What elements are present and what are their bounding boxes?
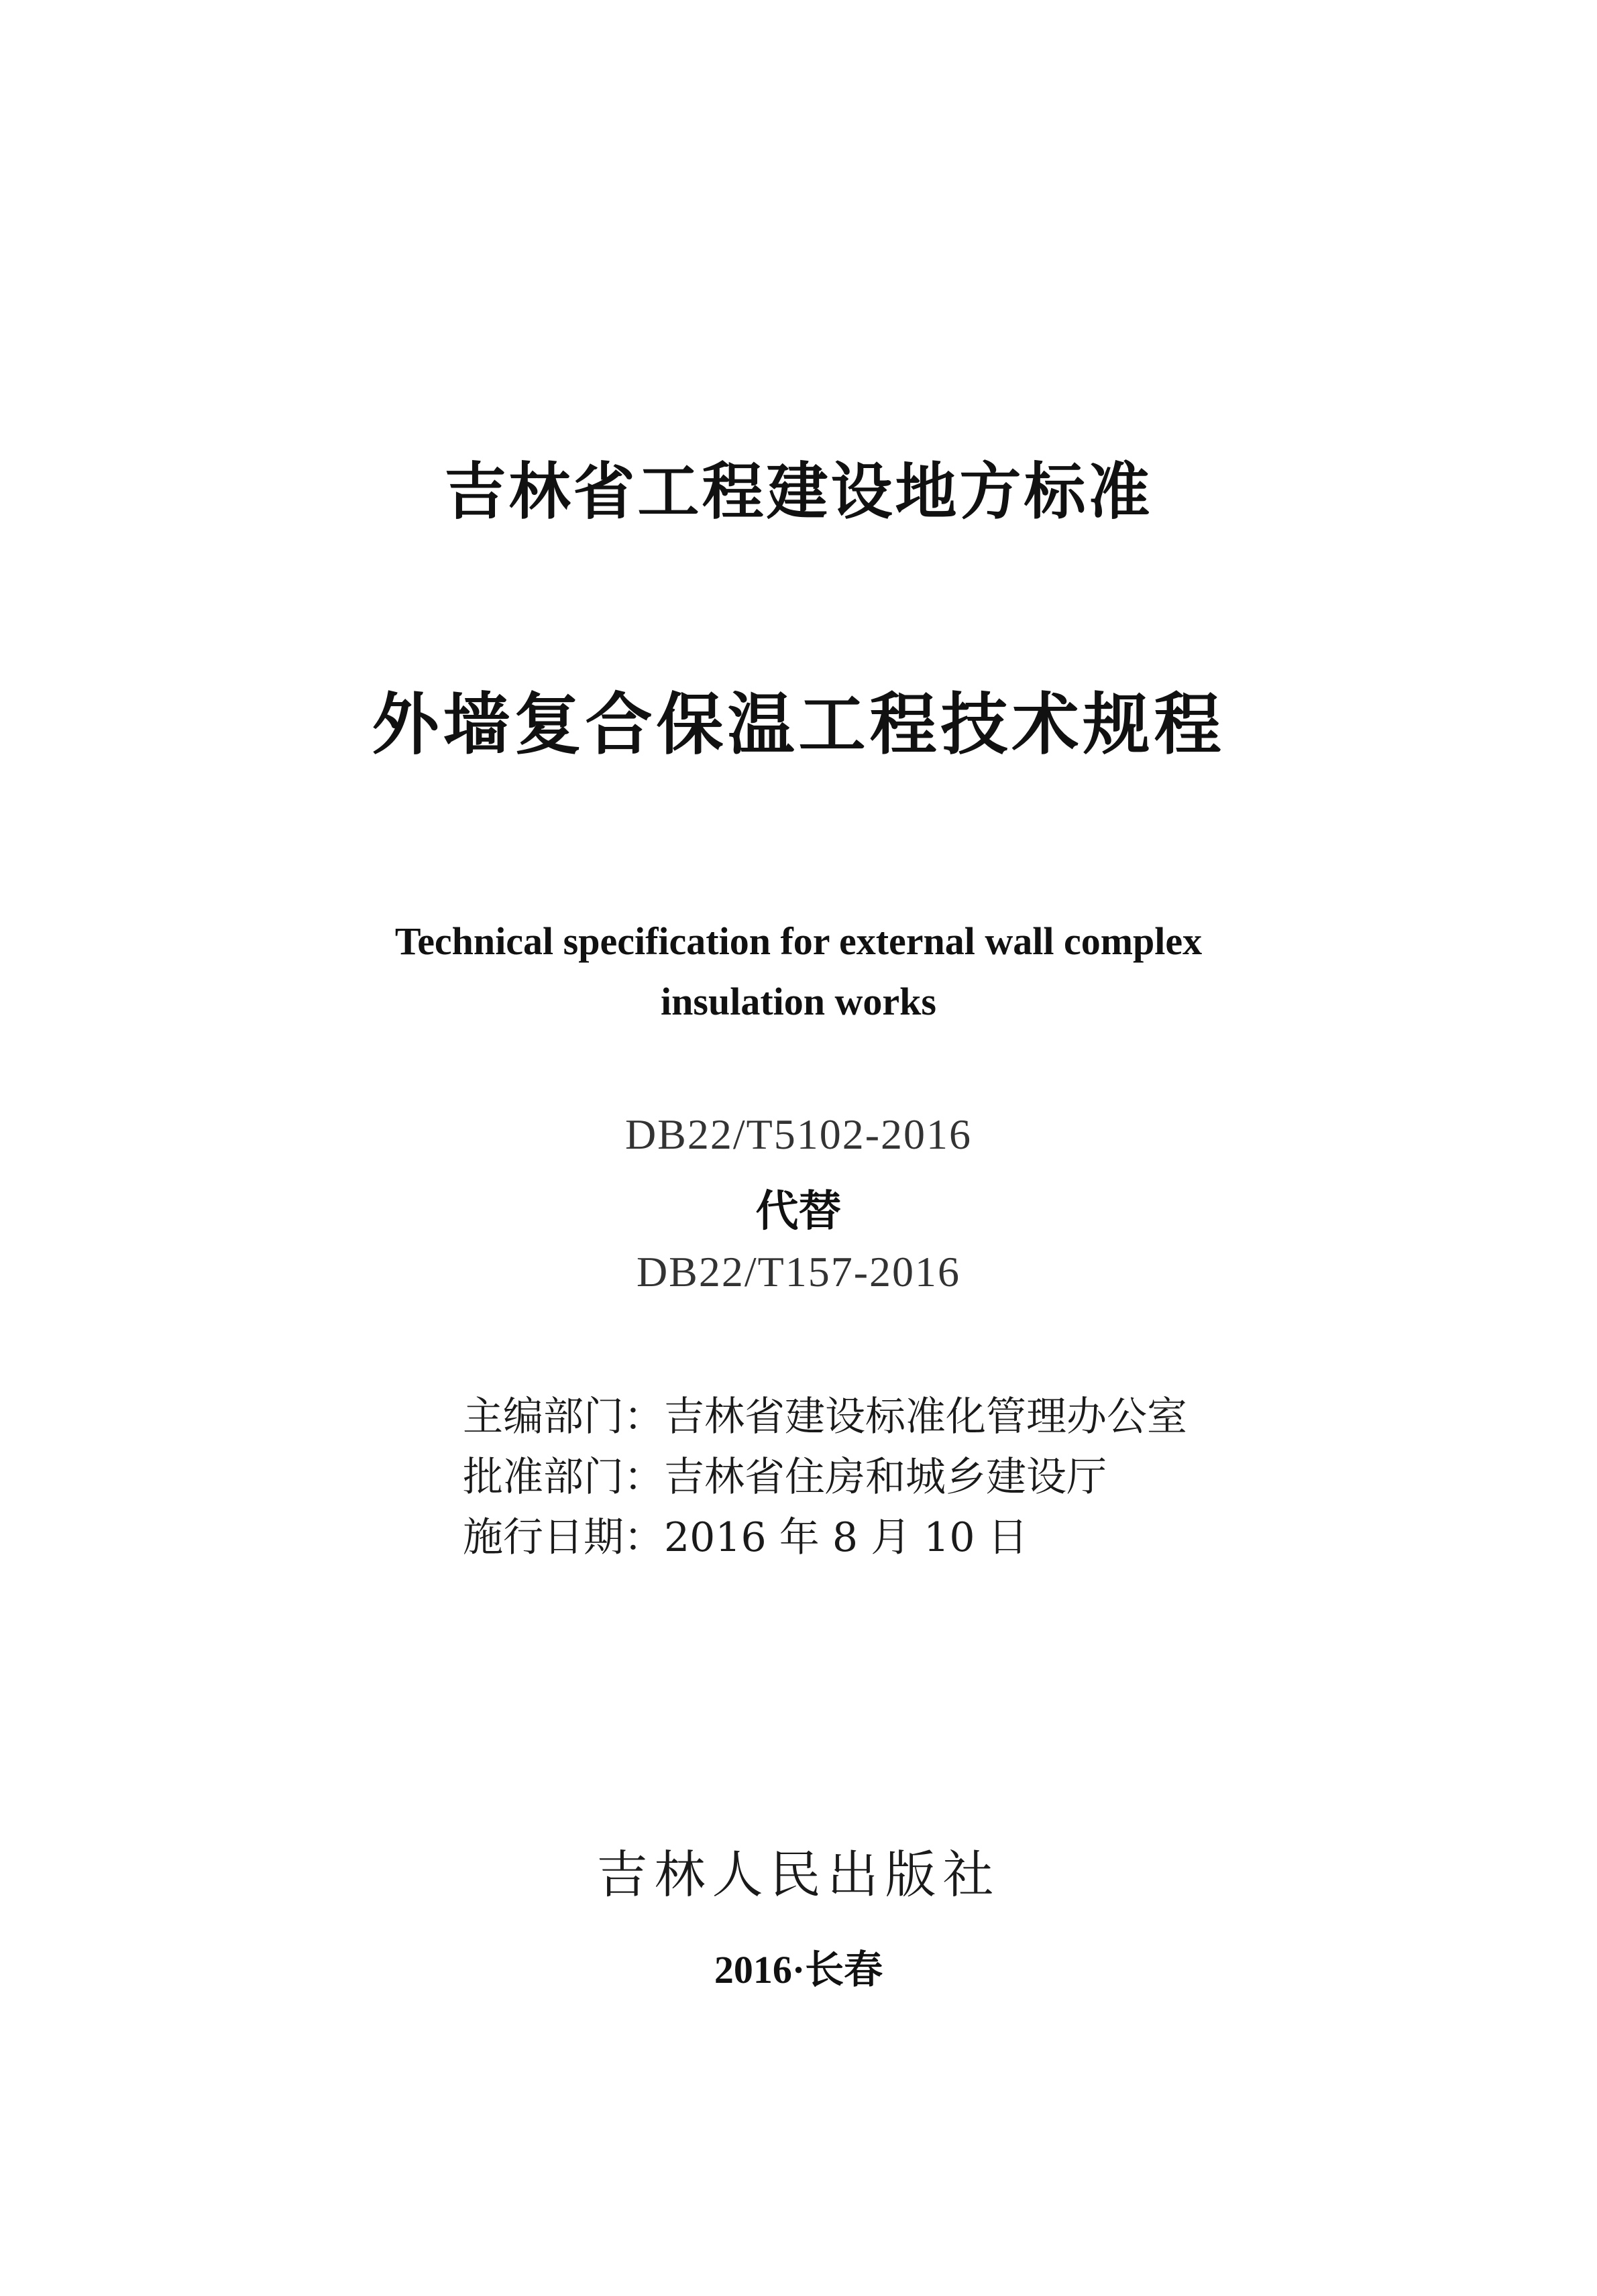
replaces-label: 代替: [755, 1187, 842, 1237]
editor-department: [463, 1385, 1187, 1442]
standard-code: DB22/T5102-2016: [624, 1110, 973, 1158]
approving-department: [463, 1445, 1107, 1503]
editor-department-value: 吉林省建设标准化管理办公室: [664, 1393, 1187, 1440]
publisher-name: 吉林人民出版社: [596, 1845, 1001, 1904]
effective-date: [463, 1505, 1028, 1563]
replaced-standard-code: DB22/T157-2016: [636, 1248, 961, 1296]
document-title-en-line1: Technical specification for external wall complex: [394, 919, 1203, 963]
publication-place-year: 2016·长春: [714, 1948, 883, 1992]
series-title: 吉林省工程建设地方标准: [444, 456, 1153, 528]
editor-department-label: 主编部门：: [463, 1393, 664, 1440]
approving-department-label: 批准部门：: [463, 1454, 664, 1501]
effective-date-value: 2016 年 8 月 10 日: [664, 1514, 1028, 1561]
document-title-en-line2: insulation works: [661, 980, 936, 1023]
approving-department-value: 吉林省住房和城乡建设厅: [664, 1454, 1107, 1501]
effective-date-label: 施行日期：: [463, 1514, 664, 1561]
document-title-cn: 外墙复合保温工程技术规程: [372, 685, 1225, 764]
